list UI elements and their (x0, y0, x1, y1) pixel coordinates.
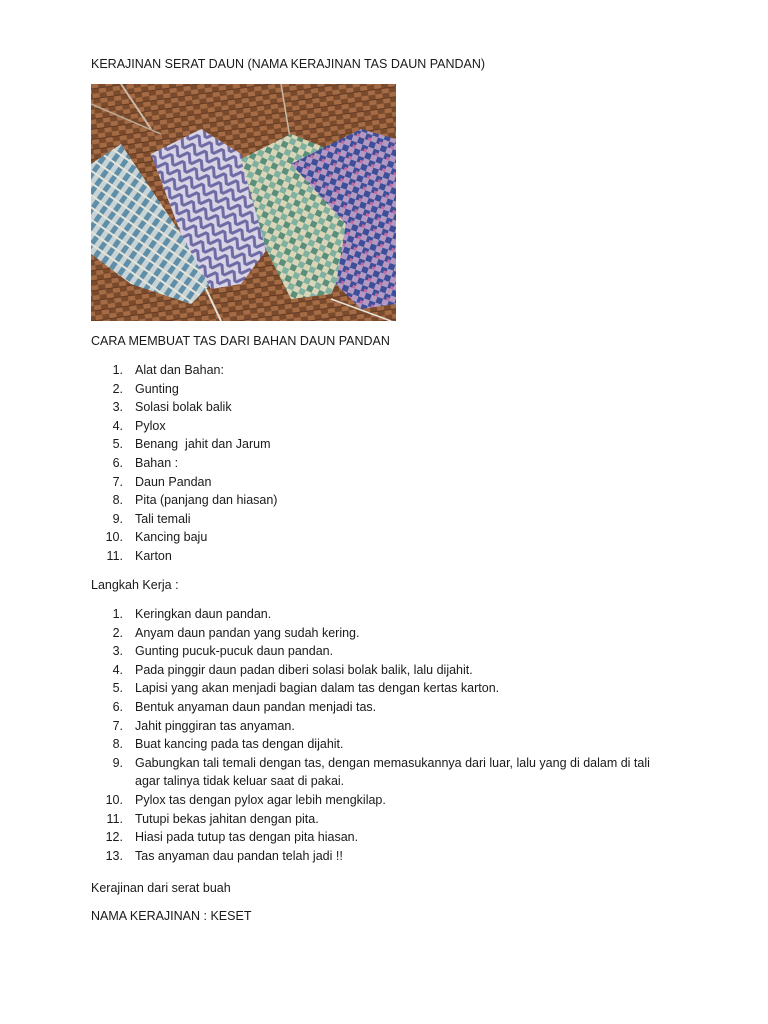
list-text: Solasi bolak balik (135, 400, 232, 415)
list-number: 6. (112, 699, 123, 714)
list-text: Tutupi bekas jahitan dengan pita. (135, 811, 319, 826)
list-text: Buat kancing pada tas dengan dijahit. (135, 737, 344, 752)
list-item (91, 698, 665, 717)
list-item (91, 754, 665, 791)
list-number: 7. (112, 718, 123, 733)
list-text: Gunting (135, 381, 179, 396)
list-item (91, 624, 665, 643)
list-number: 11. (106, 811, 123, 826)
document-title: KERAJINAN SERAT DAUN (NAMA KERAJINAN TAS DAUN PANDAN) (91, 57, 486, 71)
list-number: 1. (112, 363, 123, 377)
list-number: 7. (112, 474, 123, 489)
list-item (91, 454, 691, 473)
list-number: 12. (105, 830, 123, 845)
list-number: 4. (112, 418, 123, 433)
list-text: Anyam daun pandan yang sudah kering. (135, 625, 360, 640)
list-text: Bahan : (135, 455, 179, 470)
list-number: 8. (112, 493, 123, 508)
list-item (91, 605, 665, 624)
list-text: Pita (panjang dan hiasan) (135, 493, 278, 508)
list-item (91, 791, 665, 810)
list-number: 2. (112, 381, 123, 396)
list-number: 9. (112, 755, 123, 770)
list-item (91, 847, 665, 866)
list-number: 6. (112, 455, 123, 470)
list-item (91, 473, 691, 492)
list-text: Gabungkan tali temali dengan tas, dengan memasukannya dari luar, lalu yang di dalam di tali agar talinya tidak keluar saat di pakai. (135, 755, 650, 789)
list-item (91, 642, 665, 661)
fruit-fiber-heading: Kerajinan dari serat buah (91, 881, 231, 895)
list-item (91, 547, 691, 566)
list-number: 1. (112, 607, 123, 621)
list-item (91, 510, 691, 529)
list-item (91, 717, 665, 736)
list-item (91, 810, 665, 829)
list-item (91, 491, 691, 510)
list-number: 8. (112, 737, 123, 752)
list-item (91, 398, 691, 417)
list-text: Karton (135, 548, 172, 563)
materials-list (91, 361, 691, 566)
steps-title: Langkah Kerja : (91, 578, 179, 592)
list-number: 3. (112, 644, 123, 659)
list-text: Tas anyaman dau pandan telah jadi !! (135, 848, 343, 863)
list-text: Tali temali (135, 511, 191, 526)
woven-pandan-bags-photo (91, 84, 396, 321)
list-item (91, 679, 665, 698)
list-number: 4. (112, 662, 123, 677)
list-text: Kancing baju (135, 530, 208, 545)
list-text: Pylox (135, 418, 166, 433)
list-text: Pylox tas dengan pylox agar lebih mengkilap. (135, 792, 386, 807)
list-item (91, 361, 691, 380)
list-text: Bentuk anyaman daun pandan menjadi tas. (135, 699, 377, 714)
list-text: Hiasi pada tutup tas dengan pita hiasan. (135, 830, 359, 845)
list-item (91, 828, 665, 847)
list-number: 5. (112, 437, 123, 452)
list-text: Jahit pinggiran tas anyaman. (135, 718, 295, 733)
list-item (91, 435, 691, 454)
list-text: Keringkan daun pandan. (135, 607, 272, 621)
list-item (91, 661, 665, 680)
list-text: Daun Pandan (135, 474, 212, 489)
list-text: Gunting pucuk-pucuk daun pandan. (135, 644, 334, 659)
section-title: CARA MEMBUAT TAS DARI BAHAN DAUN PANDAN (91, 334, 390, 348)
keset-heading: NAMA KERAJINAN : KESET (91, 909, 252, 923)
list-number: 5. (112, 681, 123, 696)
list-text: Pada pinggir daun padan diberi solasi bolak balik, lalu dijahit. (135, 662, 473, 677)
list-number: 13. (105, 848, 123, 863)
list-text: Lapisi yang akan menjadi bagian dalam tas dengan kertas karton. (135, 681, 500, 696)
list-number: 10. (105, 530, 123, 545)
list-text: Benang jahit dan Jarum (135, 437, 271, 452)
steps-list (91, 605, 691, 865)
list-text: Alat dan Bahan: (135, 363, 224, 377)
list-number: 9. (112, 511, 123, 526)
list-item (91, 380, 691, 399)
list-number: 3. (112, 400, 123, 415)
list-number: 2. (112, 625, 123, 640)
list-item (91, 735, 665, 754)
list-number: 10. (105, 792, 123, 807)
list-item (91, 528, 691, 547)
list-item (91, 417, 691, 436)
list-number: 11. (106, 548, 123, 563)
